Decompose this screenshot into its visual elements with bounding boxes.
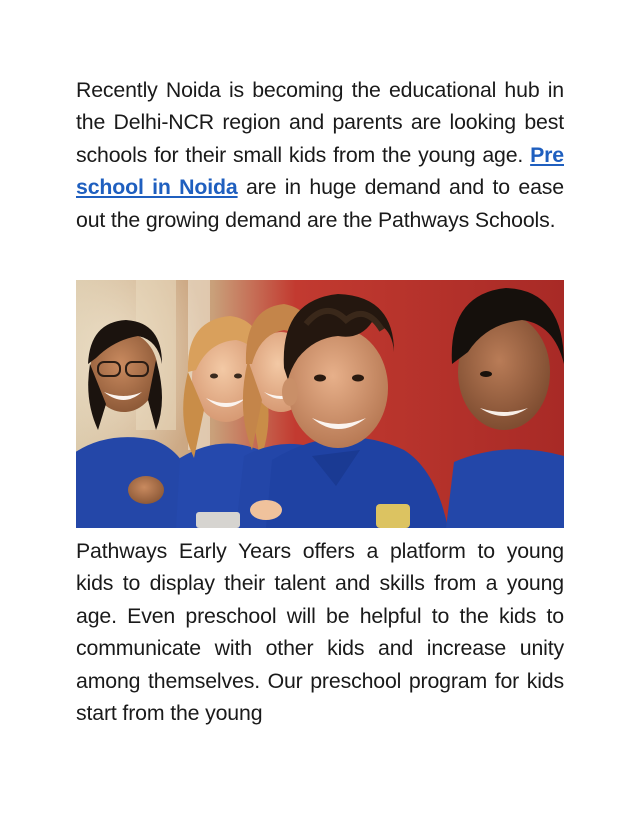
smiling-children-photo [76, 280, 564, 528]
intro-paragraph [76, 74, 564, 236]
pre-school-noida-link[interactable]: Pre school in Noida [76, 142, 564, 200]
intro-text-start: Recently Noida is becoming the educational hub in the Delhi-NCR region and parents are looking best schools for their small kids from the young age. [76, 78, 564, 167]
intro-text-end: are in huge demand and to ease out the growing demand are the Pathways Schools. [76, 175, 564, 232]
early-years-paragraph: Pathways Early Years offers a platform to young kids to display their talent and skills from a young age. Even preschool will be helpful to the kids to communicate with other kids and increase unity among themselves. Our preschool program for kids start from the young [76, 539, 564, 726]
children-classroom-illustration [76, 280, 564, 528]
